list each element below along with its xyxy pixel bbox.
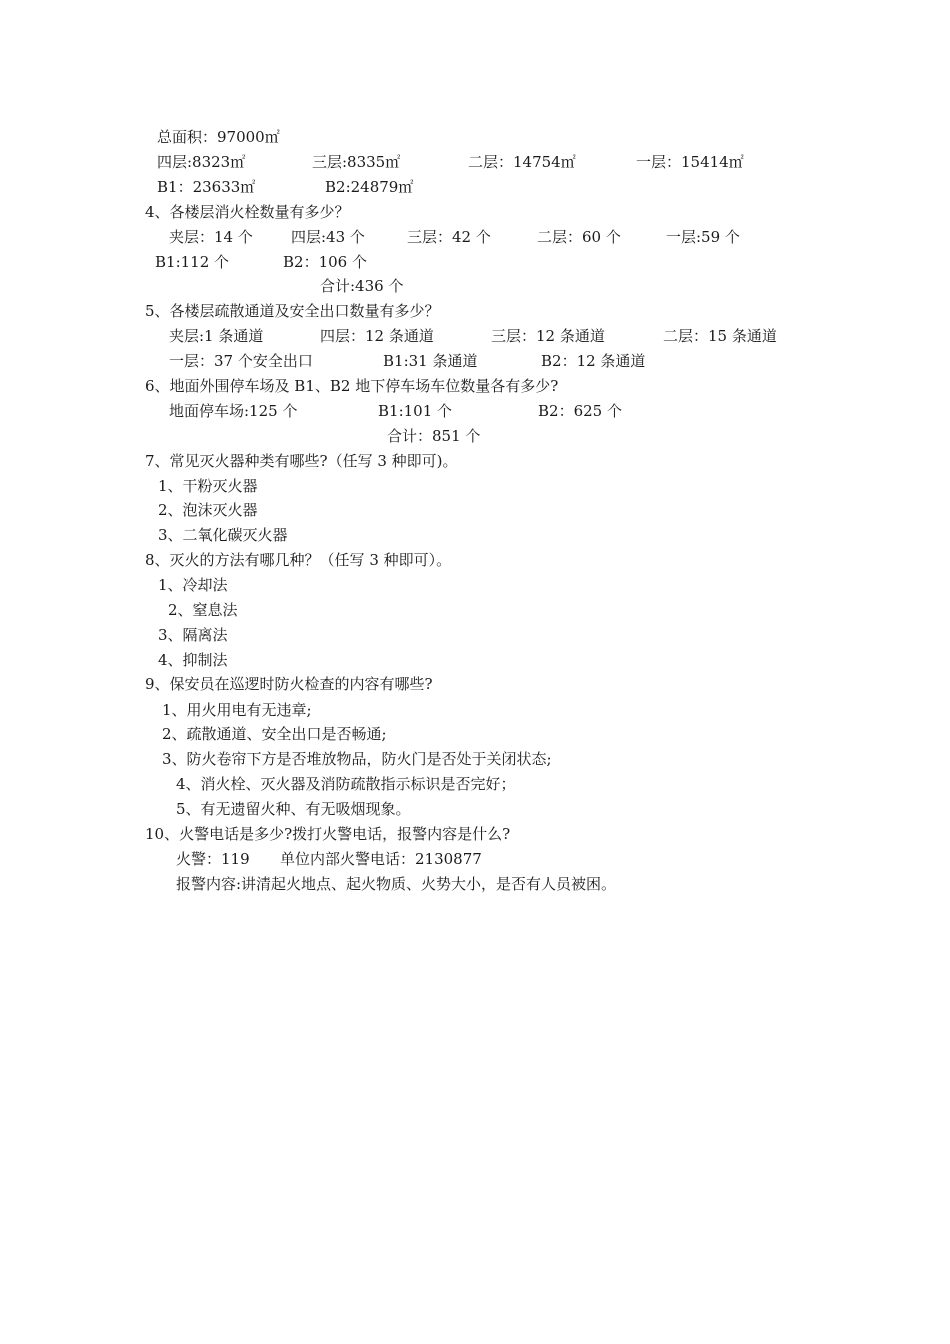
question-5: 5、各楼层疏散通道及安全出口数量有多少？	[145, 302, 440, 320]
hydrant-floor-1: 一层:59 个	[666, 228, 740, 246]
total-area: 总面积：97000㎡	[157, 128, 280, 146]
parking-b2: B2：625 个	[538, 402, 622, 420]
exit-floor-2: 二层：15 条通道	[663, 327, 777, 345]
area-b2: B2:24879㎡	[325, 178, 414, 196]
question-8: 8、灭火的方法有哪几种？（任写 3 种即可）。	[145, 551, 452, 569]
hydrant-total: 合计:436 个	[320, 277, 404, 295]
question-6: 6、地面外围停车场及 B1、B2 地下停车场车位数量各有多少?	[145, 377, 559, 395]
area-b1: B1：23633㎡	[157, 178, 256, 196]
question-7: 7、常见灭火器种类有哪些?（任写 3 种即可)。	[145, 452, 458, 470]
list-item: 5、有无遗留火种、有无吸烟现象。	[176, 800, 411, 818]
area-floor-4: 四层:8323㎡	[157, 153, 246, 171]
list-item: 2、疏散通道、安全出口是否畅通;	[162, 725, 387, 743]
hydrant-b1: B1:112 个	[155, 253, 230, 271]
exit-mezzanine: 夹层:1 条通道	[169, 327, 264, 345]
list-item: 4、抑制法	[158, 651, 228, 669]
list-item: 1、干粉灭火器	[158, 477, 258, 495]
exit-b1: B1:31 条通道	[383, 352, 478, 370]
list-item: 4、消火栓、灭火器及消防疏散指示标识是否完好；	[176, 775, 516, 793]
hydrant-floor-2: 二层：60 个	[537, 228, 621, 246]
list-item: 2、泡沫灭火器	[158, 501, 258, 519]
report-content: 报警内容:讲清起火地点、起火物质、火势大小，是否有人员被困。	[176, 875, 617, 893]
list-item: 3、二氧化碳灭火器	[158, 526, 288, 544]
exit-floor-3: 三层：12 条通道	[491, 327, 605, 345]
parking-b1: B1:101 个	[378, 402, 453, 420]
area-floor-2: 二层：14754㎡	[468, 153, 576, 171]
list-item: 3、防火卷帘下方是否堆放物品，防火门是否处于关闭状态;	[162, 750, 552, 768]
exit-floor-4: 四层：12 条通道	[320, 327, 434, 345]
exit-floor-1: 一层：37 个安全出口	[169, 352, 313, 370]
hydrant-floor-3: 三层：42 个	[407, 228, 491, 246]
area-floor-3: 三层:8335㎡	[312, 153, 401, 171]
question-10: 10、火警电话是多少?拨打火警电话，报警内容是什么?	[145, 825, 511, 843]
hydrant-floor-4: 四层:43 个	[291, 228, 365, 246]
list-item: 2、窒息法	[168, 601, 238, 619]
list-item: 1、用火用电有无违章;	[162, 701, 312, 719]
question-9: 9、保安员在巡逻时防火检查的内容有哪些?	[145, 675, 433, 693]
parking-total: 合计：851 个	[387, 427, 481, 445]
fire-call-number: 火警：119	[176, 850, 250, 868]
list-item: 3、隔离法	[158, 626, 228, 644]
question-4: 4、各楼层消火栓数量有多少？	[145, 203, 350, 221]
parking-ground: 地面停车场:125 个	[169, 402, 298, 420]
area-floor-1: 一层：15414㎡	[636, 153, 744, 171]
internal-call-number: 单位内部火警电话：2130877	[280, 850, 482, 868]
exit-b2: B2：12 条通道	[541, 352, 646, 370]
hydrant-b2: B2：106 个	[283, 253, 367, 271]
hydrant-mezzanine: 夹层：14 个	[169, 228, 253, 246]
list-item: 1、冷却法	[158, 576, 228, 594]
